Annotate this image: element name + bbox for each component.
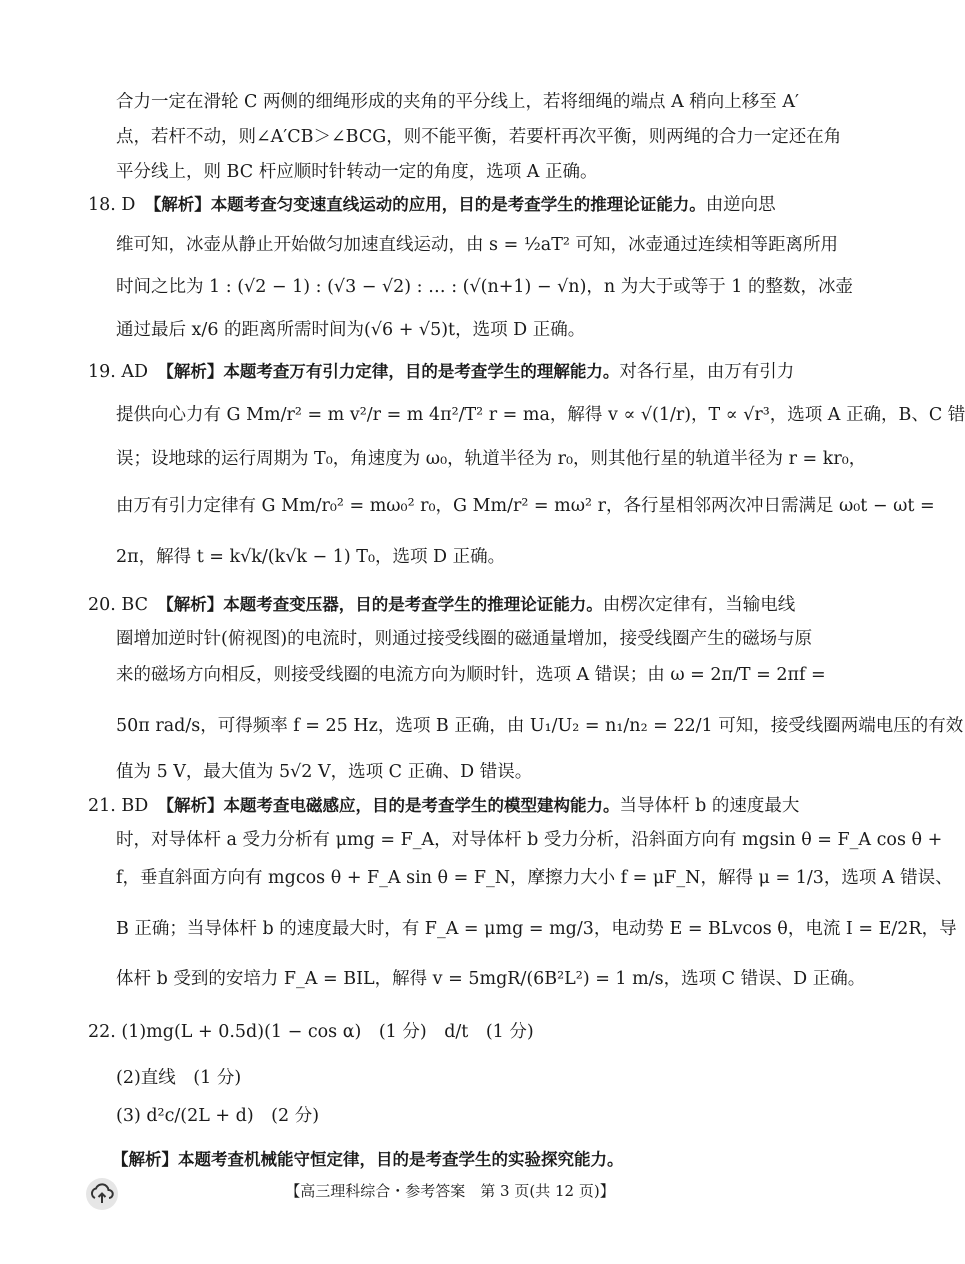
text-line: 误；设地球的运行周期为 T₀，角速度为 ω₀，轨道半径为 r₀，则其他行星的轨道半径为 r = kr₀， <box>116 449 867 469</box>
text-line: 平分线上，则 BC 杆应顺时针转动一定的角度，选项 A 正确。 <box>116 162 598 182</box>
text-line: 时，对导体杆 a 受力分析有 μmg = F_A，对导体杆 b 受力分析，沿斜面方向有 mgsin θ = F_A cos θ + <box>116 830 943 850</box>
q22-line-2: (2)直线 (1 分) <box>116 1068 242 1088</box>
q18-title: 【解析】本题考查匀变速直线运动的应用，目的是考查学生的推理论证能力。 <box>152 195 706 214</box>
text-line: 体杆 b 受到的安培力 F_A = BIL，解得 v = 5mgR/(6B²L²) = 1 m/s，选项 C 错误、D 正确。 <box>116 969 866 989</box>
q22-line-1: 22. (1)mg(L + 0.5d)(1 − cos α) (1 分) d/t (1 分) <box>88 1022 534 1042</box>
q20-title: 【解析】本题考查变压器，目的是考查学生的推理论证能力。 <box>165 595 603 614</box>
q19-tail: 对各行星，由万有引力 <box>619 362 795 382</box>
q20-heading <box>88 593 816 617</box>
text-line: 提供向心力有 G Mm/r² = m v²/r = m 4π²/T² r = ma，解得 v ∝ √(1/r)，T ∝ √r³，选项 A 正确，B、C 错 <box>116 405 965 425</box>
text-line: 圈增加逆时针(俯视图)的电流时，则通过接受线圈的磁通量增加，接受线圈产生的磁场与原 <box>116 629 813 649</box>
text-line: 值为 5 V，最大值为 5√2 V，选项 C 正确、D 错误。 <box>116 762 533 782</box>
text-line: 点，若杆不动，则∠A′CB＞∠BCG，则不能平衡，若要杆再次平衡，则两绳的合力一定还在角 <box>116 127 842 147</box>
text-line: 合力一定在滑轮 C 两侧的细绳形成的夹角的平分线上，若将细绳的端点 A 稍向上移至 A′ <box>116 92 799 112</box>
text-line: 通过最后 x/6 的距离所需时间为(√6 + √5)t，选项 D 正确。 <box>116 320 586 340</box>
page-footer: 【高三理科综合・参考答案 第 3 页(共 12 页)】 <box>285 1182 615 1200</box>
text-line: 维可知，冰壶从静止开始做匀加速直线运动，由 s = ½aT² 可知，冰壶通过连续相等距离所用 <box>116 235 838 255</box>
q20-tail: 由楞次定律有，当输电线 <box>602 595 796 615</box>
q20-number: 20. BC <box>88 595 166 615</box>
cloud-upload-icon <box>86 1178 118 1210</box>
q18-number: 18. D <box>88 195 153 215</box>
q21-number: 21. BD <box>88 796 166 816</box>
text-line: 时间之比为 1 : (√2 − 1) : (√3 − √2) : … : (√(n+1) − √n)，n 为大于或等于 1 的整数，冰壶 <box>116 277 853 297</box>
text-line: B 正确；当导体杆 b 的速度最大时，有 F_A = μmg = mg/3，电动势 E = BLvcos θ，电流 I = E/2R，导 <box>116 919 957 939</box>
text-line: 50π rad/s，可得频率 f = 25 Hz，选项 B 正确，由 U₁/U₂ = n₁/n₂ = 22/1 可知，接受线圈两端电压的有效 <box>116 716 964 736</box>
text-line: 来的磁场方向相反，则接受线圈的电流方向为顺时针，选项 A 错误；由 ω = 2π/T = 2πf = <box>116 665 826 685</box>
q22-note: 【解析】本题考查机械能守恒定律，目的是考查学生的实验探究能力。 <box>112 1150 624 1169</box>
q19-number: 19. AD <box>88 362 166 382</box>
text-line: 由万有引力定律有 G Mm/r₀² = mω₀² r₀，G Mm/r² = mω² r，各行星相邻两次冲日需满足 ω₀t − ωt = <box>116 496 935 516</box>
q18-heading <box>88 193 816 217</box>
q18-tail: 由逆向思 <box>705 195 776 215</box>
q21-title: 【解析】本题考查电磁感应，目的是考查学生的模型建构能力。 <box>165 796 620 815</box>
text-line: 2π，解得 t = k√k/(k√k − 1) T₀，选项 D 正确。 <box>116 547 506 567</box>
q22-line-3: (3) d²c/(2L + d) (2 分) <box>116 1106 320 1126</box>
q19-title: 【解析】本题考查万有引力定律，目的是考查学生的理解能力。 <box>165 362 620 381</box>
q21-heading <box>88 794 816 818</box>
q21-tail: 当导体杆 b 的速度最大 <box>619 796 800 816</box>
q19-heading <box>88 360 816 384</box>
text-line: f，垂直斜面方向有 mgcos θ + F_A sin θ = F_N，摩擦力大小 f = μF_N，解得 μ = 1/3，选项 A 错误、 <box>116 868 953 888</box>
